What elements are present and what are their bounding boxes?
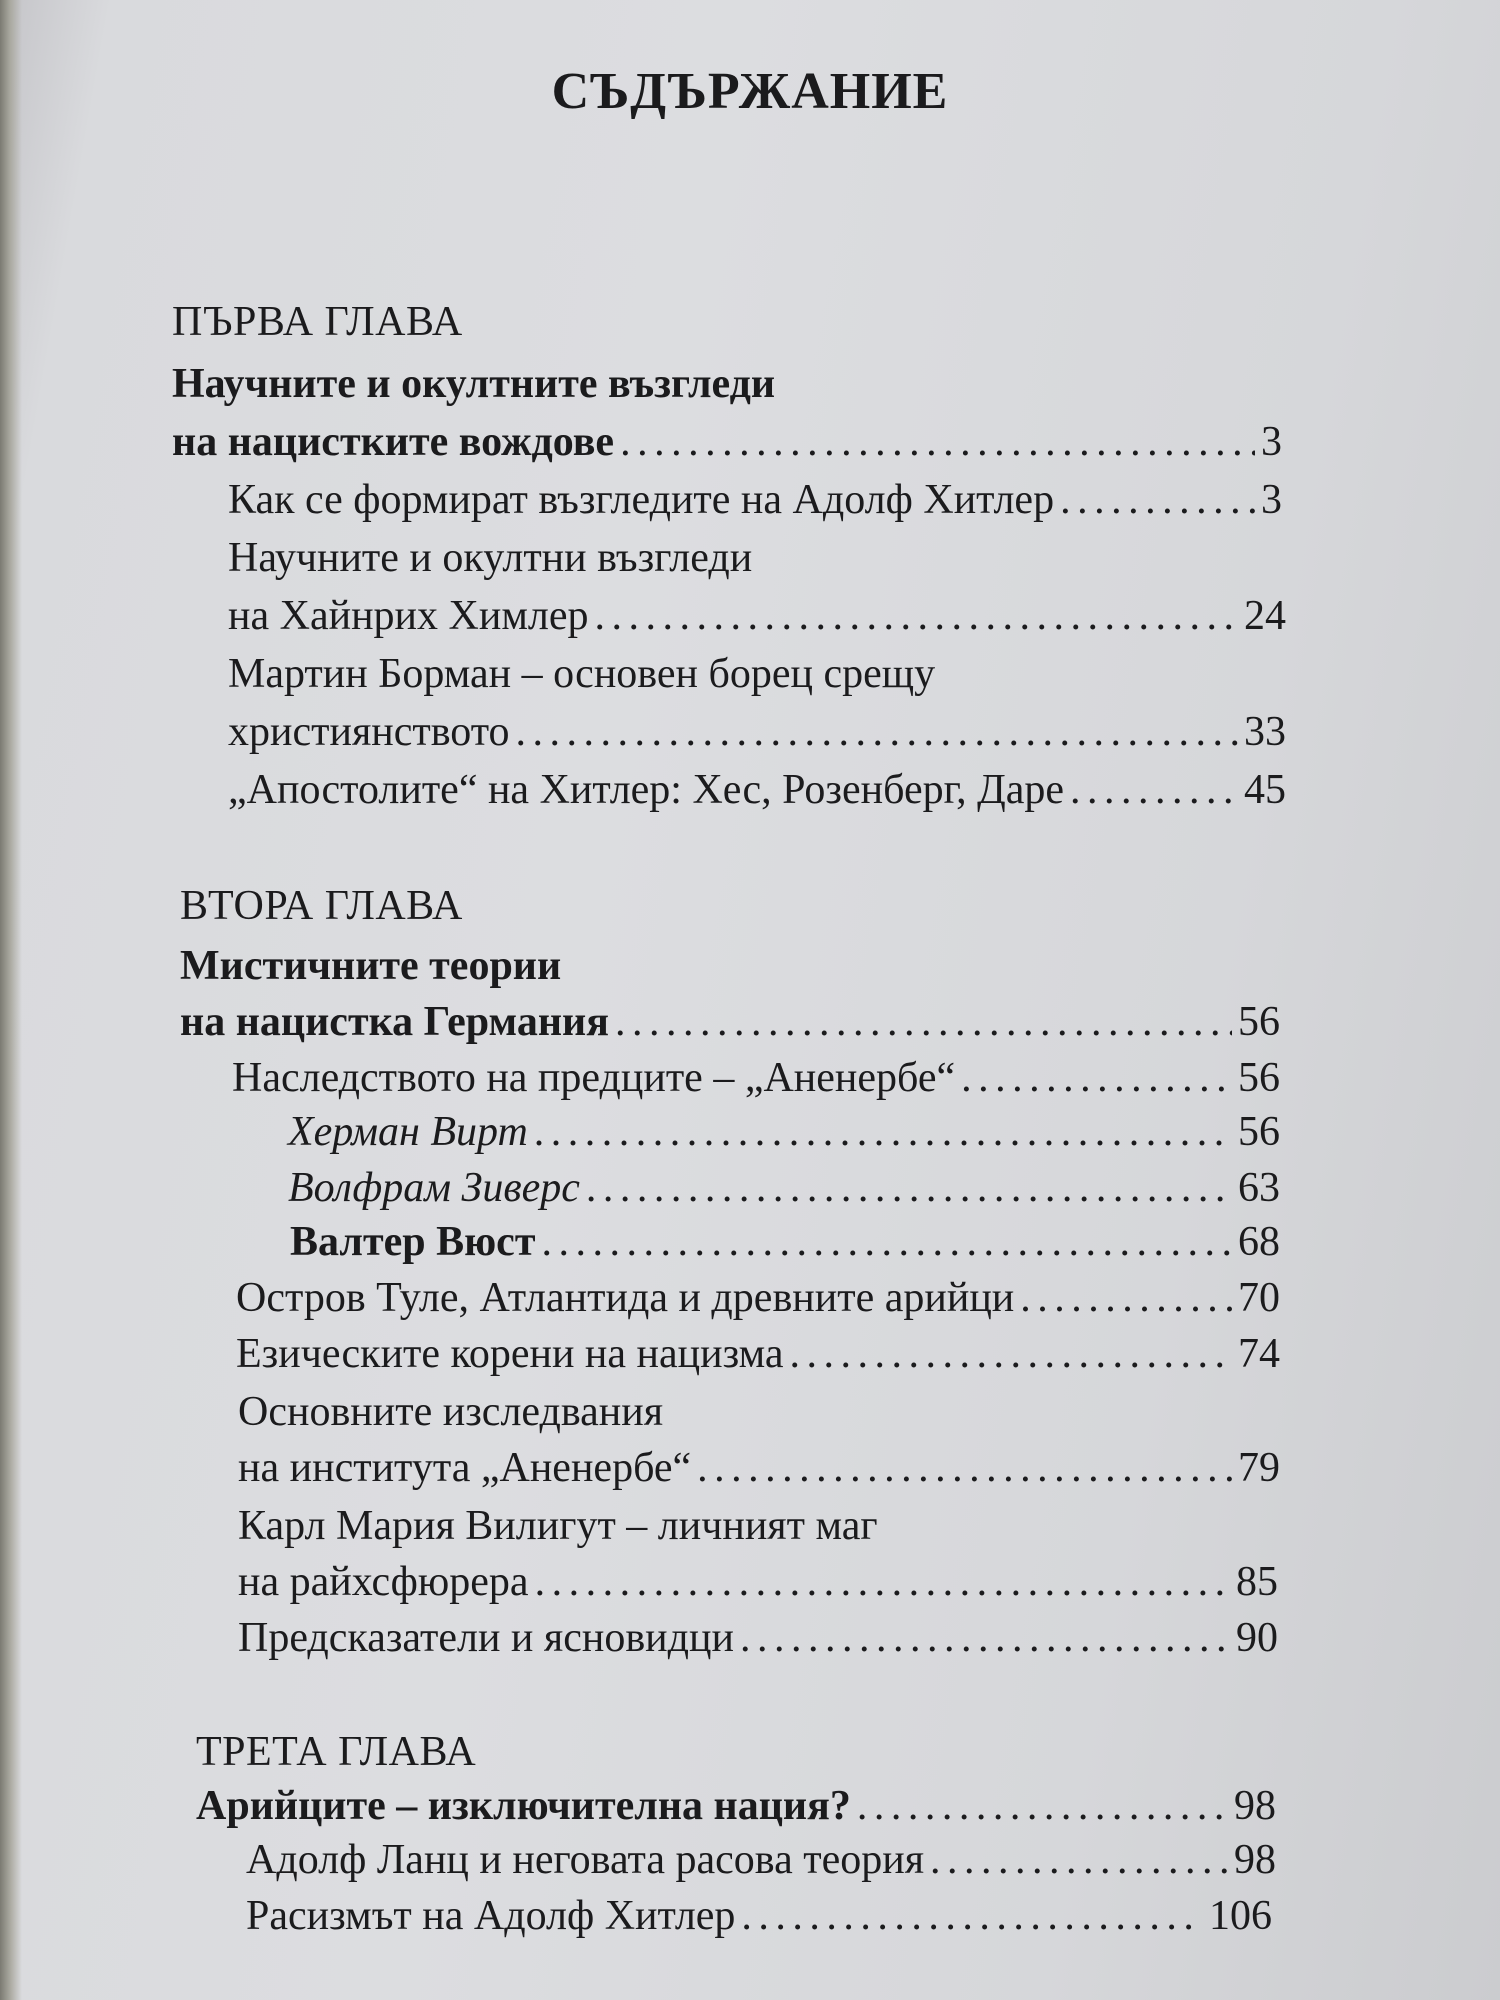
toc-entry: Езическите корени на нацизма . . . 74 — [236, 1330, 1280, 1378]
leader-dots — [541, 1218, 1232, 1266]
page-number: 98 — [1234, 1837, 1276, 1883]
chapter-1-title: Научните и окултните възгледи — [172, 361, 776, 407]
page-number: 45 — [1244, 767, 1286, 813]
contents-heading: СЪДЪРЖАНИЕ — [551, 63, 949, 120]
toc-entry-first-line: Мартин Борман – основен борец срещу — [228, 651, 936, 697]
leader-dots — [595, 592, 1238, 640]
toc-entry: Остров Туле, Атлантида и древните арийци . . . 70 — [236, 1274, 1280, 1322]
leader-dots — [741, 1892, 1203, 1940]
leader-dots — [1020, 1274, 1232, 1322]
toc-entry: Наследството на предците – „Аненербе“ . . . 56 — [232, 1054, 1280, 1102]
page-number: 56 — [1238, 999, 1280, 1045]
page-number: 106 — [1209, 1893, 1272, 1939]
page-number: 68 — [1238, 1219, 1280, 1265]
page-number: 56 — [1238, 1109, 1280, 1155]
page-number: 70 — [1238, 1275, 1280, 1321]
book-spine-shadow — [0, 0, 22, 2000]
toc-entry: християнството . . . 33 — [228, 708, 1286, 756]
page-number: 3 — [1261, 477, 1282, 523]
toc-entry: Как се формират възгледите на Адолф Хитлер . . . 3 — [228, 476, 1282, 524]
chapter-3-label: ТРЕТА ГЛАВА — [196, 1729, 477, 1775]
toc-entry: на райхсфюрера . . . 85 — [238, 1558, 1278, 1606]
toc-entry: „Апостолите“ на Хитлер: Хес, Розенберг, Даре . . . 45 — [228, 766, 1286, 814]
leader-dots — [790, 1330, 1232, 1378]
page-number: 90 — [1236, 1615, 1278, 1661]
chapter-2-label: ВТОРА ГЛАВА — [180, 883, 463, 929]
page-number: 98 — [1234, 1783, 1276, 1829]
page-number: 24 — [1244, 593, 1286, 639]
leader-dots — [697, 1444, 1232, 1492]
chapter-1-label: ПЪРВА ГЛАВА — [172, 299, 463, 345]
page-number: 3 — [1261, 419, 1282, 465]
toc-subentry: Валтер Вюст . . . 68 — [290, 1218, 1280, 1266]
page-number: 85 — [1236, 1559, 1278, 1605]
page-number: 79 — [1238, 1445, 1280, 1491]
leader-dots — [534, 1108, 1232, 1156]
toc-entry: Расизмът на Адолф Хитлер . . . 106 — [246, 1892, 1272, 1940]
page-number: 56 — [1238, 1055, 1280, 1101]
leader-dots — [930, 1836, 1228, 1884]
page-number: 33 — [1244, 709, 1286, 755]
leader-dots — [1070, 766, 1238, 814]
leader-dots — [1060, 476, 1255, 524]
leader-dots — [535, 1558, 1230, 1606]
toc-subentry: Херман Вирт . . . 56 — [288, 1108, 1280, 1156]
leader-dots — [857, 1782, 1228, 1830]
page-number: 74 — [1238, 1331, 1280, 1377]
toc-entry: на института „Аненербе“ . . . 79 — [238, 1444, 1280, 1492]
leader-dots — [961, 1054, 1232, 1102]
toc-entry-first-line: Основните изследвания — [238, 1389, 664, 1435]
leader-dots — [586, 1164, 1232, 1212]
toc-entry-first-line: Научните и окултни възгледи — [228, 535, 753, 581]
leader-dots — [516, 708, 1238, 756]
chapter-2-title-line: на нацистка Германия . . . 56 — [180, 998, 1280, 1046]
chapter-2-title: Мистичните теории — [180, 943, 562, 989]
chapter-1-title-line: на нацистките вождове . . . 3 — [172, 418, 1282, 466]
leader-dots — [740, 1614, 1230, 1662]
toc-entry-first-line: Карл Мария Вилигут – личният маг — [238, 1503, 878, 1549]
toc-entry: Адолф Ланц и неговата расова теория . . . 98 — [246, 1836, 1276, 1884]
chapter-3-title-line: Арийците – изключителна нация? . . . 98 — [196, 1782, 1276, 1830]
toc-entry: Предсказатели и ясновидци . . . 90 — [238, 1614, 1278, 1662]
toc-subentry: Волфрам Зиверс . . . 63 — [288, 1164, 1280, 1212]
leader-dots — [615, 998, 1232, 1046]
leader-dots — [620, 418, 1255, 466]
toc-entry: на Хайнрих Химлер . . . 24 — [228, 592, 1286, 640]
page-number: 63 — [1238, 1165, 1280, 1211]
